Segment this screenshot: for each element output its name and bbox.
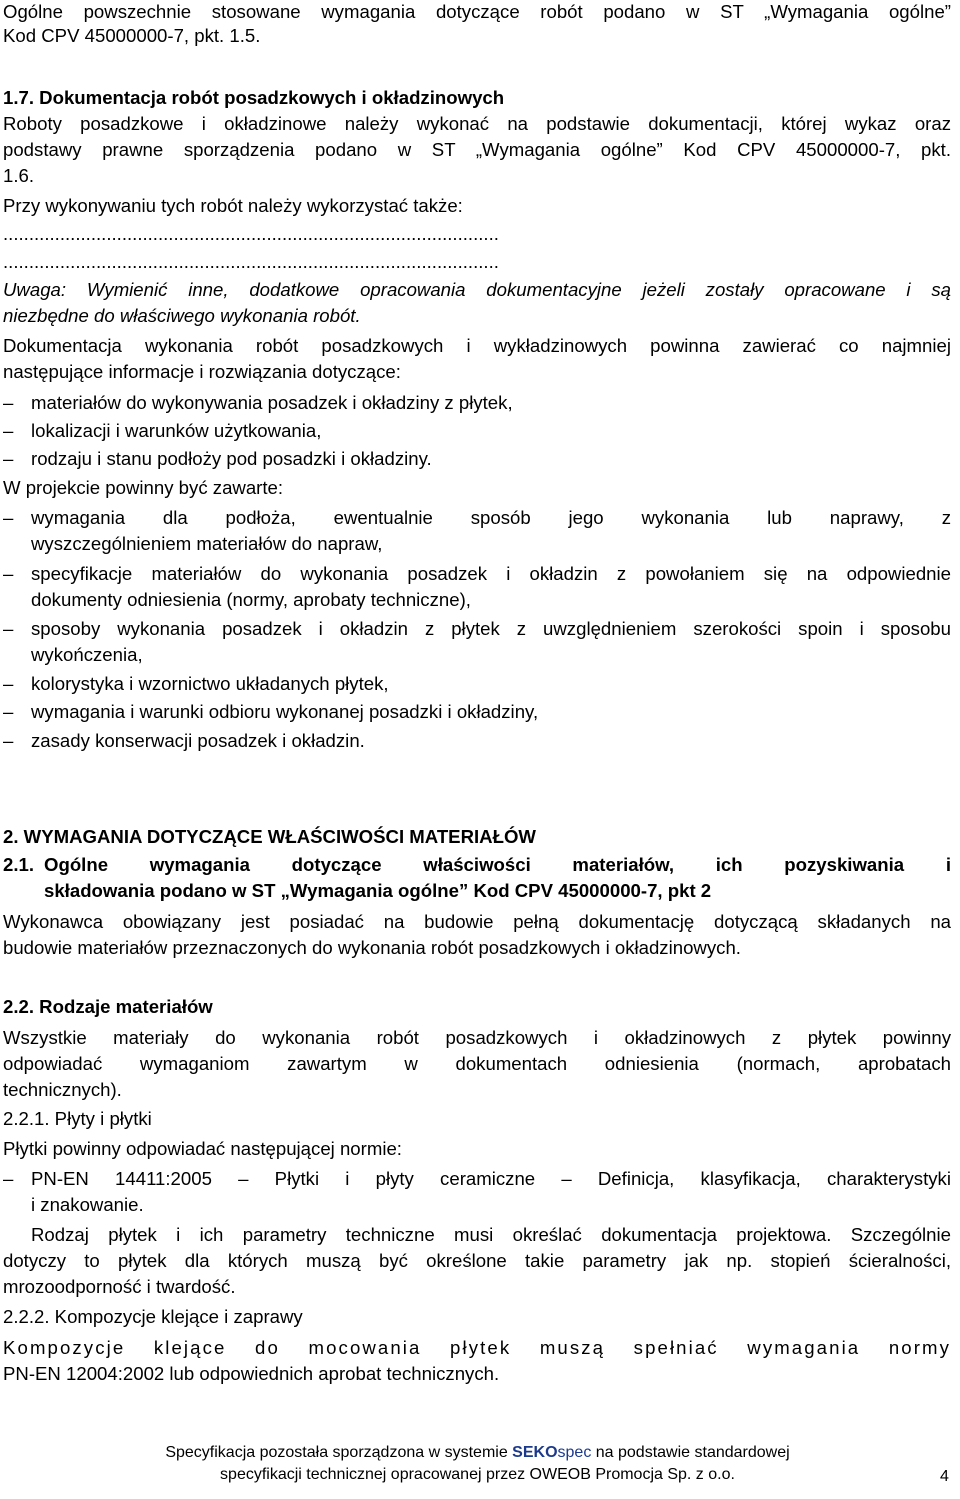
dash-bullet: – bbox=[3, 507, 14, 528]
paragraph-line: dotyczy to płytek dla których muszą być określone takie parametry jak np. stopień ścieralności, bbox=[3, 1250, 951, 1271]
dash-bullet: – bbox=[3, 1168, 14, 1189]
paragraph-line: Dokumentacja wykonania robót posadzkowych i wykładzinowych powinna zawierać co najmniej bbox=[3, 335, 951, 356]
list-item: PN-EN 14411:2005 – Płytki i płyty ceramiczne – Definicja, klasyfikacja, charakterystyki bbox=[31, 1168, 951, 1189]
paragraph-line: Płytki powinny odpowiadać następującej normie: bbox=[3, 1138, 402, 1159]
list-item-continuation: wyszczególnieniem materiałów do napraw, bbox=[31, 533, 383, 554]
list-item: materiałów do wykonywania posadzek i okładziny z płytek, bbox=[31, 392, 513, 413]
list-item: wymagania i warunki odbioru wykonanej posadzki i okładziny, bbox=[31, 701, 539, 722]
paragraph-line: Wszystkie materiały do wykonania robót posadzkowych i okładzinowych z płytek powinny bbox=[3, 1027, 951, 1048]
list-item: zasady konserwacji posadzek i okładzin. bbox=[31, 730, 365, 751]
paragraph-line: technicznych). bbox=[3, 1079, 122, 1100]
dotted-placeholder: ................................................................................................ bbox=[3, 223, 499, 244]
paragraph-line: mrozoodporność i twardość. bbox=[3, 1276, 236, 1297]
dash-bullet: – bbox=[3, 618, 14, 639]
list-item: wymagania dla podłoża, ewentualnie sposób jego wykonania lub naprawy, z bbox=[31, 507, 951, 528]
list-item: sposoby wykonania posadzek i okładzin z płytek z uwzględnieniem szerokości spoin i sposobu bbox=[31, 618, 951, 639]
paragraph-line: Kompozycje klejące do mocowania płytek muszą spełniać wymagania normy bbox=[3, 1337, 951, 1358]
dash-bullet: – bbox=[3, 701, 14, 722]
footer-line bbox=[0, 1442, 955, 1463]
subsubsection-heading: 2.2.2. Kompozycje klejące i zaprawy bbox=[3, 1306, 303, 1327]
subsection-number: 2.1. bbox=[3, 854, 35, 875]
list-item: specyfikacje materiałów do wykonania posadzek i okładzin z powołaniem się na odpowiednie bbox=[31, 563, 951, 584]
subsection-heading: 2.2. Rodzaje materiałów bbox=[3, 996, 213, 1017]
list-item: kolorystyka i wzornictwo układanych płytek, bbox=[31, 673, 389, 694]
note-line: niezbędne do właściwego wykonania robót. bbox=[3, 305, 361, 326]
intro-line: Ogólne powszechnie stosowane wymagania dotyczące robót podano w ST „Wymagania ogólne” bbox=[3, 1, 951, 22]
section-heading: 1.7. Dokumentacja robót posadzkowych i okładzinowych bbox=[3, 87, 505, 108]
paragraph-line: Roboty posadzkowe i okładzinowe należy wykonać na podstawie dokumentacji, której wykaz oraz bbox=[3, 113, 951, 134]
paragraph-line: Rodzaj płytek i ich parametry techniczne musi określać dokumentacja projektowa. Szczególnie bbox=[31, 1224, 951, 1245]
sekospec-logo-part: spec bbox=[557, 1444, 592, 1461]
dash-bullet: – bbox=[3, 420, 14, 441]
paragraph-line: podstawy prawne sporządzenia podano w ST „Wymagania ogólne” Kod CPV 45000000-7, pkt. bbox=[3, 139, 951, 160]
paragraph-line: Przy wykonywaniu tych robót należy wykorzystać także: bbox=[3, 195, 463, 216]
paragraph-line: budowie materiałów przeznaczonych do wykonania robót posadzkowych i okładzinowych. bbox=[3, 937, 741, 958]
paragraph-line: PN-EN 12004:2002 lub odpowiednich aprobat technicznych. bbox=[3, 1363, 500, 1384]
dash-bullet: – bbox=[3, 392, 14, 413]
paragraph-line: 1.6. bbox=[3, 165, 35, 186]
subsection-heading: składowania podano w ST „Wymagania ogólne” Kod CPV 45000000-7, pkt 2 bbox=[44, 880, 712, 901]
dash-bullet: – bbox=[3, 563, 14, 584]
subsection-heading: Ogólne wymagania dotyczące właściwości materiałów, ich pozyskiwania i bbox=[44, 854, 951, 875]
list-item-continuation: i znakowanie. bbox=[31, 1194, 144, 1215]
footer-text: na podstawie standardowej bbox=[591, 1444, 790, 1461]
dash-bullet: – bbox=[3, 448, 14, 469]
dash-bullet: – bbox=[3, 673, 14, 694]
page-number: 4 bbox=[940, 1468, 949, 1485]
list-item-continuation: wykończenia, bbox=[31, 644, 143, 665]
paragraph-line: W projekcie powinny być zawarte: bbox=[3, 477, 284, 498]
list-item-continuation: dokumenty odniesienia (normy, aprobaty techniczne), bbox=[31, 589, 471, 610]
intro-line: Kod CPV 45000000-7, pkt. 1.5. bbox=[3, 25, 261, 46]
dash-bullet: – bbox=[3, 730, 14, 751]
list-item: rodzaju i stanu podłoży pod posadzki i okładziny. bbox=[31, 448, 432, 469]
note-line: Uwaga: Wymienić inne, dodatkowe opracowania dokumentacyjne jeżeli zostały opracowane i są bbox=[3, 279, 951, 300]
paragraph-line: następujące informacje i rozwiązania dotyczące: bbox=[3, 361, 401, 382]
list-item: lokalizacji i warunków użytkowania, bbox=[31, 420, 322, 441]
section-heading: 2. WYMAGANIA DOTYCZĄCE WŁAŚCIWOŚCI MATERIAŁÓW bbox=[3, 826, 536, 847]
paragraph-line: odpowiadać wymaganiom zawartym w dokumentach odniesienia (normach, aprobatach bbox=[3, 1053, 951, 1074]
footer-line: specyfikacji technicznej opracowanej przez OWEOB Promocja Sp. z o.o. bbox=[220, 1466, 735, 1483]
subsubsection-heading: 2.2.1. Płyty i płytki bbox=[3, 1108, 152, 1129]
sekospec-logo-part: SEKO bbox=[512, 1444, 558, 1461]
paragraph-line: Wykonawca obowiązany jest posiadać na budowie pełną dokumentację dotyczącą składanych na bbox=[3, 911, 951, 932]
footer-text: Specyfikacja pozostała sporządzona w systemie bbox=[165, 1444, 513, 1461]
dotted-placeholder: ................................................................................................ bbox=[3, 251, 499, 272]
